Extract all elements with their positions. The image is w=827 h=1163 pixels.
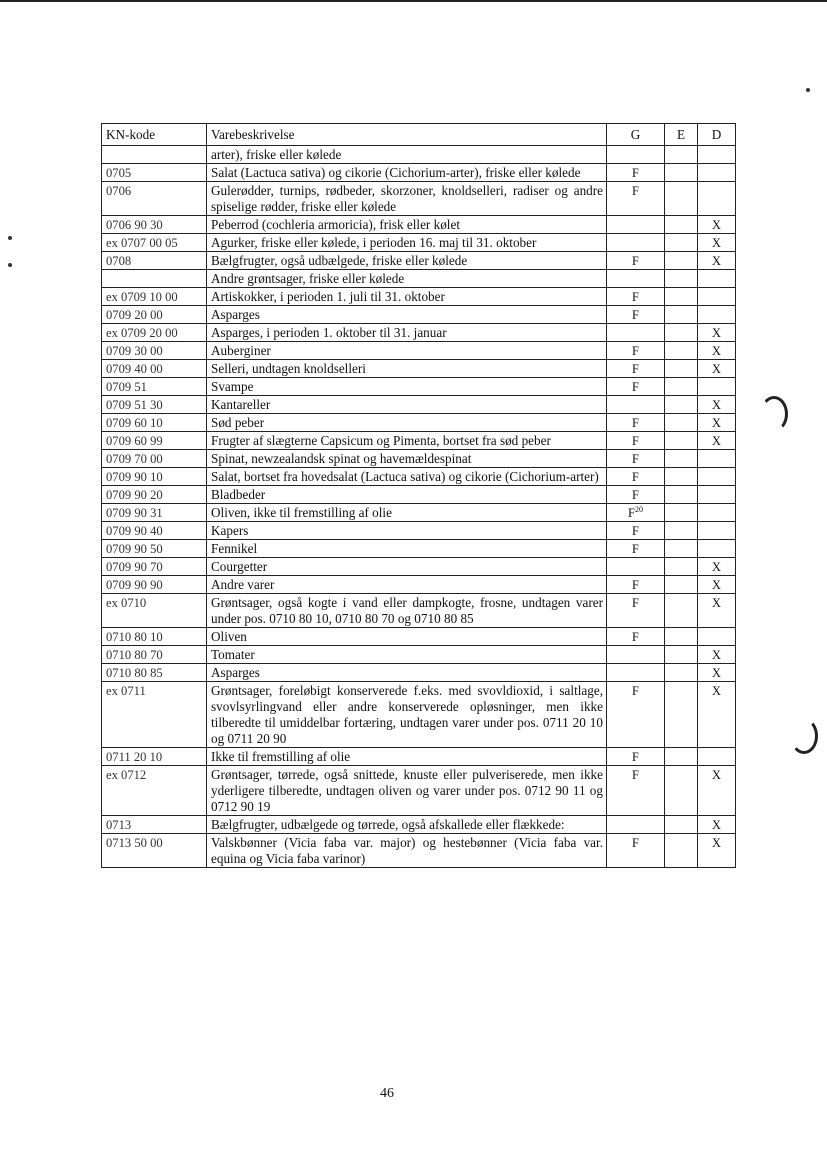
footnote-marker: 20 [634, 504, 643, 514]
d-flag-cell [698, 748, 736, 766]
table-body [102, 146, 736, 868]
table-row [102, 164, 736, 182]
g-flag-cell: F [607, 594, 665, 628]
header-description: Varebeskrivelse [207, 124, 607, 146]
e-flag-cell [665, 766, 698, 816]
e-flag-cell [665, 540, 698, 558]
table-row [102, 522, 736, 540]
kn-code-cell: 0713 [102, 816, 207, 834]
e-flag-cell [665, 324, 698, 342]
page-top-rule [0, 0, 827, 2]
table-row [102, 816, 736, 834]
scan-speck [806, 88, 810, 92]
margin-bracket-mark [790, 718, 818, 754]
d-flag-cell [698, 288, 736, 306]
e-flag-cell [665, 816, 698, 834]
g-flag-cell [607, 558, 665, 576]
kn-code-cell: 0709 90 50 [102, 540, 207, 558]
table-row [102, 414, 736, 432]
table-row [102, 748, 736, 766]
description-cell: Sød peber [207, 414, 607, 432]
kn-code-cell: 0709 90 40 [102, 522, 207, 540]
description-cell: Andre grøntsager, friske eller kølede [207, 270, 607, 288]
g-flag-cell: F [607, 522, 665, 540]
table-row [102, 306, 736, 324]
d-flag-cell [698, 450, 736, 468]
table-row [102, 540, 736, 558]
kn-code-cell: 0709 20 00 [102, 306, 207, 324]
description-cell: Oliven, ikke til fremstilling af olie [207, 504, 607, 522]
d-flag-cell: X [698, 664, 736, 682]
e-flag-cell [665, 450, 698, 468]
e-flag-cell [665, 234, 698, 252]
e-flag-cell [665, 594, 698, 628]
description-cell: Grøntsager, også kogte i vand eller dampkogte, frosne, undtagen varer under pos. 0710 80 10, 0710 80 70 og 0710 80 85 [207, 594, 607, 628]
d-flag-cell [698, 164, 736, 182]
table-row [102, 486, 736, 504]
kn-code-cell: 0706 [102, 182, 207, 216]
description-cell: Bælgfrugter, udbælgede og tørrede, også afskallede eller flækkede: [207, 816, 607, 834]
d-flag-cell [698, 468, 736, 486]
description-cell: Ikke til fremstilling af olie [207, 748, 607, 766]
tariff-table [101, 123, 736, 868]
d-flag-cell [698, 504, 736, 522]
g-flag-cell: F [607, 378, 665, 396]
table-row [102, 450, 736, 468]
kn-code-cell: 0710 80 70 [102, 646, 207, 664]
g-flag-cell: F [607, 414, 665, 432]
g-flag-cell [607, 146, 665, 164]
d-flag-cell [698, 628, 736, 646]
kn-code-cell: 0709 90 20 [102, 486, 207, 504]
e-flag-cell [665, 182, 698, 216]
kn-code-cell: 0709 51 30 [102, 396, 207, 414]
e-flag-cell [665, 558, 698, 576]
d-flag-cell: X [698, 558, 736, 576]
e-flag-cell [665, 306, 698, 324]
d-flag-cell: X [698, 342, 736, 360]
table-row [102, 252, 736, 270]
table-row [102, 646, 736, 664]
description-cell: Fennikel [207, 540, 607, 558]
table-row [102, 834, 736, 868]
table-row [102, 576, 736, 594]
description-cell: Artiskokker, i perioden 1. juli til 31. oktober [207, 288, 607, 306]
g-flag-cell [607, 816, 665, 834]
e-flag-cell [665, 834, 698, 868]
g-flag-cell: F [607, 252, 665, 270]
scan-speck [8, 236, 12, 240]
table-row [102, 378, 736, 396]
g-flag-cell [607, 216, 665, 234]
kn-code-cell: 0710 80 85 [102, 664, 207, 682]
g-flag-cell: F [607, 360, 665, 378]
e-flag-cell [665, 252, 698, 270]
description-cell: Gulerødder, turnips, rødbeder, skorzoner, knoldselleri, radiser og andre spiselige rødder, friske eller kølede [207, 182, 607, 216]
table-row [102, 324, 736, 342]
d-flag-cell: X [698, 646, 736, 664]
description-cell: Andre varer [207, 576, 607, 594]
e-flag-cell [665, 360, 698, 378]
e-flag-cell [665, 270, 698, 288]
g-flag-cell: F [607, 682, 665, 748]
description-cell: Svampe [207, 378, 607, 396]
e-flag-cell [665, 486, 698, 504]
d-flag-cell [698, 306, 736, 324]
d-flag-cell [698, 522, 736, 540]
kn-code-cell: ex 0709 10 00 [102, 288, 207, 306]
g-flag-cell: F [607, 540, 665, 558]
kn-code-cell: 0709 90 70 [102, 558, 207, 576]
d-flag-cell: X [698, 252, 736, 270]
g-flag-cell: F [607, 486, 665, 504]
e-flag-cell [665, 396, 698, 414]
g-flag-cell: $F^{20}$ [607, 504, 665, 522]
table-row [102, 468, 736, 486]
description-cell: Auberginer [207, 342, 607, 360]
g-flag-cell [607, 324, 665, 342]
kn-code-cell: 0709 60 10 [102, 414, 207, 432]
description-cell: Agurker, friske eller kølede, i perioden 16. maj til 31. oktober [207, 234, 607, 252]
d-flag-cell: X [698, 432, 736, 450]
description-cell: arter), friske eller kølede [207, 146, 607, 164]
d-flag-cell: X [698, 234, 736, 252]
g-flag-cell [607, 396, 665, 414]
kn-code-cell: 0709 51 [102, 378, 207, 396]
kn-code-cell: 0705 [102, 164, 207, 182]
d-flag-cell: X [698, 414, 736, 432]
g-flag-cell: F [607, 450, 665, 468]
kn-code-cell: 0709 60 99 [102, 432, 207, 450]
kn-code-cell [102, 270, 207, 288]
table-row [102, 664, 736, 682]
table-row [102, 342, 736, 360]
g-flag-cell: F [607, 182, 665, 216]
g-flag-cell: F [607, 432, 665, 450]
g-flag-cell: F [607, 306, 665, 324]
kn-code-cell: 0709 90 31 [102, 504, 207, 522]
kn-code-cell: 0709 70 00 [102, 450, 207, 468]
description-cell: Grøntsager, foreløbigt konserverede f.eks. med svovldioxid, i saltlage, svovlsyrlingvand eller andre konserverede opløsninger, men ikke tilberedte til umiddelbar fortæring, undtagen varer under pos. 0711 20 10 og 0711 20 90 [207, 682, 607, 748]
e-flag-cell [665, 664, 698, 682]
d-flag-cell: X [698, 766, 736, 816]
e-flag-cell [665, 646, 698, 664]
d-flag-cell: X [698, 324, 736, 342]
kn-code-cell: 0709 90 90 [102, 576, 207, 594]
table-row [102, 504, 736, 522]
table-row [102, 182, 736, 216]
table-row [102, 432, 736, 450]
g-flag-cell [607, 270, 665, 288]
e-flag-cell [665, 146, 698, 164]
e-flag-cell [665, 378, 698, 396]
g-flag-cell: F [607, 342, 665, 360]
e-flag-cell [665, 164, 698, 182]
table-row [102, 216, 736, 234]
description-cell: Valskbønner (Vicia faba var. major) og hestebønner (Vicia faba var. equina og Vicia faba varinor) [207, 834, 607, 868]
d-flag-cell: X [698, 576, 736, 594]
description-cell: Grøntsager, tørrede, også snittede, knuste eller pulveriserede, men ikke yderligere tilberedte, undtagen oliven og varer under pos. 0712 90 11 og 0712 90 19 [207, 766, 607, 816]
header-d: D [698, 124, 736, 146]
table-row [102, 594, 736, 628]
description-cell: Salat, bortset fra hovedsalat (Lactuca sativa) og cikorie (Cichorium-arter) [207, 468, 607, 486]
description-cell: Bælgfrugter, også udbælgede, friske eller kølede [207, 252, 607, 270]
header-g: G [607, 124, 665, 146]
e-flag-cell [665, 628, 698, 646]
d-flag-cell [698, 182, 736, 216]
g-flag-cell [607, 646, 665, 664]
table-row [102, 558, 736, 576]
g-flag-cell: F [607, 628, 665, 646]
kn-code-cell: 0713 50 00 [102, 834, 207, 868]
description-cell: Salat (Lactuca sativa) og cikorie (Cichorium-arter), friske eller kølede [207, 164, 607, 182]
description-cell: Asparges, i perioden 1. oktober til 31. januar [207, 324, 607, 342]
kn-code-cell: 0709 90 10 [102, 468, 207, 486]
table-row [102, 270, 736, 288]
description-cell: Frugter af slægterne Capsicum og Pimenta, bortset fra sød peber [207, 432, 607, 450]
kn-code-cell: 0709 40 00 [102, 360, 207, 378]
g-flag-cell [607, 234, 665, 252]
page-number: 46 [380, 1086, 394, 1101]
g-flag-cell: F [607, 834, 665, 868]
d-flag-cell [698, 270, 736, 288]
e-flag-cell [665, 576, 698, 594]
d-flag-cell: X [698, 834, 736, 868]
d-flag-cell [698, 486, 736, 504]
description-cell: Spinat, newzealandsk spinat og havemældespinat [207, 450, 607, 468]
e-flag-cell [665, 748, 698, 766]
d-flag-cell [698, 378, 736, 396]
kn-code-cell: 0710 80 10 [102, 628, 207, 646]
description-cell: Bladbeder [207, 486, 607, 504]
e-flag-cell [665, 288, 698, 306]
g-flag-cell: F [607, 468, 665, 486]
description-cell: Tomater [207, 646, 607, 664]
kn-code-cell: ex 0707 00 05 [102, 234, 207, 252]
g-flag-cell: F [607, 288, 665, 306]
e-flag-cell [665, 432, 698, 450]
e-flag-cell [665, 504, 698, 522]
kn-code-cell: ex 0712 [102, 766, 207, 816]
d-flag-cell: X [698, 216, 736, 234]
description-cell: Asparges [207, 664, 607, 682]
g-flag-cell: F [607, 164, 665, 182]
e-flag-cell [665, 522, 698, 540]
kn-code-cell [102, 146, 207, 164]
g-flag-cell [607, 664, 665, 682]
description-cell: Kantareller [207, 396, 607, 414]
table-row [102, 766, 736, 816]
g-flag-cell: F [607, 576, 665, 594]
table-row [102, 234, 736, 252]
e-flag-cell [665, 342, 698, 360]
table-row [102, 682, 736, 748]
kn-code-cell: ex 0711 [102, 682, 207, 748]
table-row [102, 396, 736, 414]
e-flag-cell [665, 216, 698, 234]
header-kn-code: KN-kode [102, 124, 207, 146]
kn-code-cell: 0711 20 10 [102, 748, 207, 766]
table-row [102, 288, 736, 306]
description-cell: Oliven [207, 628, 607, 646]
d-flag-cell [698, 146, 736, 164]
table-header-row [102, 124, 736, 146]
scan-speck [8, 263, 12, 267]
e-flag-cell [665, 414, 698, 432]
e-flag-cell [665, 682, 698, 748]
description-cell: Selleri, undtagen knoldselleri [207, 360, 607, 378]
kn-code-cell: 0706 90 30 [102, 216, 207, 234]
description-cell: Asparges [207, 306, 607, 324]
kn-code-cell: ex 0710 [102, 594, 207, 628]
d-flag-cell: X [698, 816, 736, 834]
table-row [102, 360, 736, 378]
d-flag-cell: X [698, 396, 736, 414]
table-row [102, 146, 736, 164]
e-flag-cell [665, 468, 698, 486]
d-flag-cell: X [698, 594, 736, 628]
kn-code-cell: 0708 [102, 252, 207, 270]
kn-code-cell: ex 0709 20 00 [102, 324, 207, 342]
description-cell: Courgetter [207, 558, 607, 576]
d-flag-cell [698, 540, 736, 558]
g-flag-cell: F [607, 748, 665, 766]
d-flag-cell: X [698, 682, 736, 748]
d-flag-cell: X [698, 360, 736, 378]
header-e: E [665, 124, 698, 146]
margin-bracket-mark [760, 396, 788, 432]
description-cell: Peberrod (cochleria armoricia), frisk eller kølet [207, 216, 607, 234]
g-flag-cell: F [607, 766, 665, 816]
description-cell: Kapers [207, 522, 607, 540]
kn-code-cell: 0709 30 00 [102, 342, 207, 360]
table-row [102, 628, 736, 646]
